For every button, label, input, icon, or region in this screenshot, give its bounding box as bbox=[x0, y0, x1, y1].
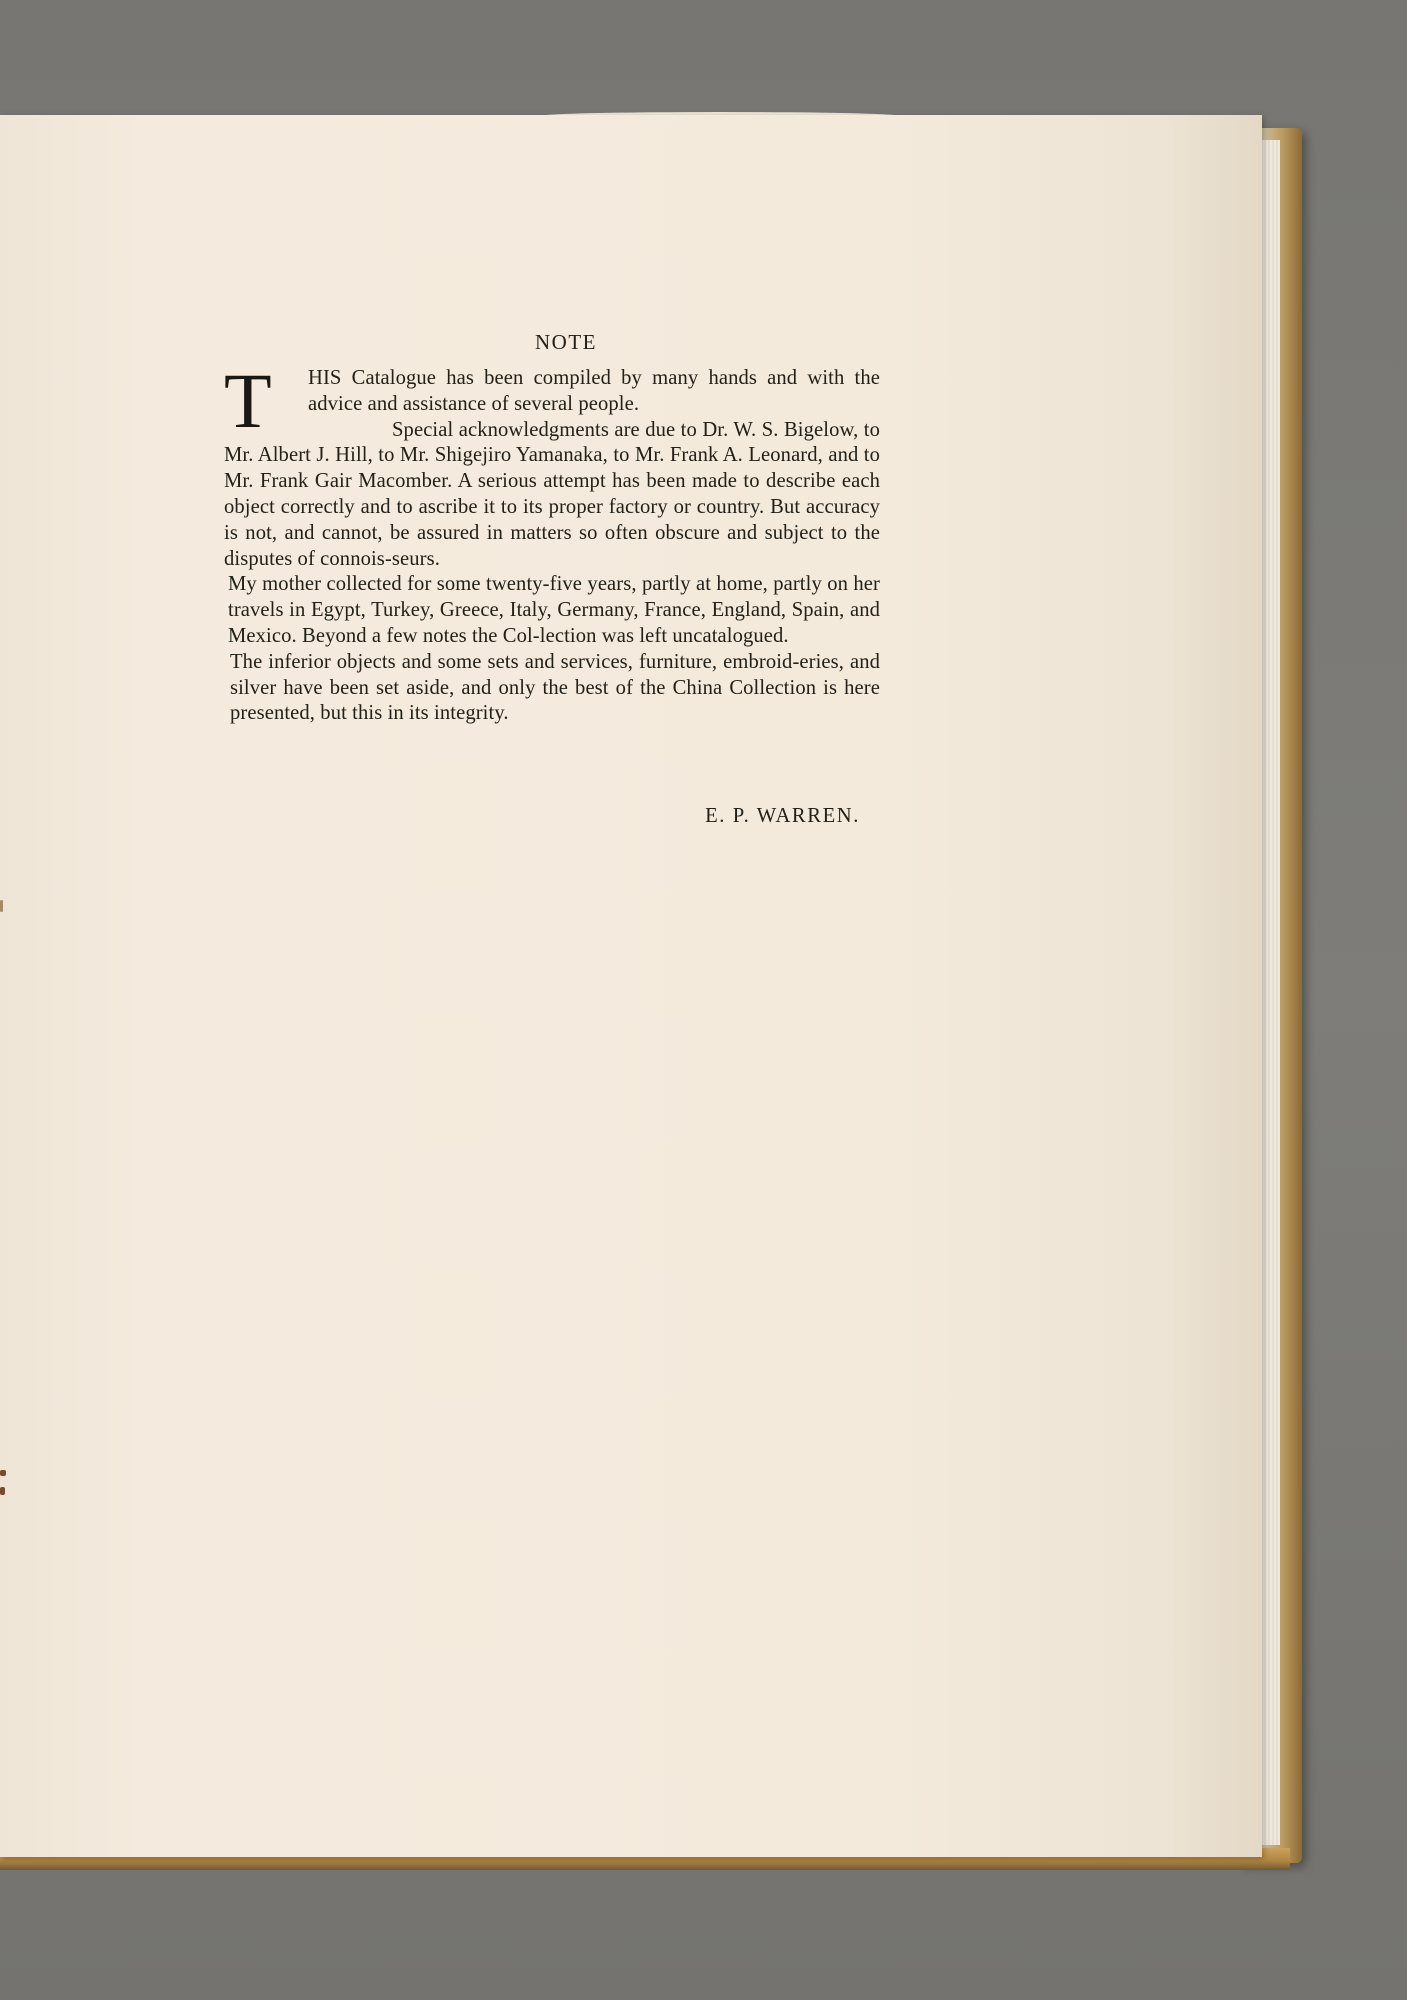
signature: E. P. WARREN. bbox=[705, 805, 860, 827]
page-title: NOTE bbox=[535, 330, 597, 354]
paragraph-collection: My mother collected for some twenty-five years, partly at home, partly on her travels in Egypt, Turkey, Greece, Italy, Germany, France, England, Spain, and Mexico. Beyond a few notes the Col-lection was left uncatalogued. bbox=[228, 573, 880, 647]
paragraph-inferior-objects: The inferior objects and some sets and services, furniture, embroid-eries, and silver have been set aside, and only the best of the China Collection is here presented, but this in its integrity. bbox=[230, 650, 880, 725]
paper-fleck bbox=[0, 1487, 5, 1495]
paragraph-intro: HIS Catalogue has been compiled by many hands and with the advice and assistance of several people. bbox=[308, 367, 880, 415]
drop-cap: T bbox=[224, 357, 272, 444]
paper-fleck bbox=[0, 1470, 6, 1476]
paragraph-acknowledgments: Special acknowledgments are due to Dr. W. S. Bigelow, to Mr. Albert J. Hill, to Mr. Shigejiro Yamanaka, to Mr. Frank A. Leonard, and to Mr. Frank Gair Macomber. A serious attempt has been made to describe each object correctly and to ascribe it to its proper factory or country. But accuracy is not, and cannot, be assured in matters so often obscure and subject to the disputes of connois-seurs. bbox=[224, 418, 880, 570]
paper-fleck bbox=[0, 900, 3, 912]
note-body bbox=[224, 357, 880, 727]
